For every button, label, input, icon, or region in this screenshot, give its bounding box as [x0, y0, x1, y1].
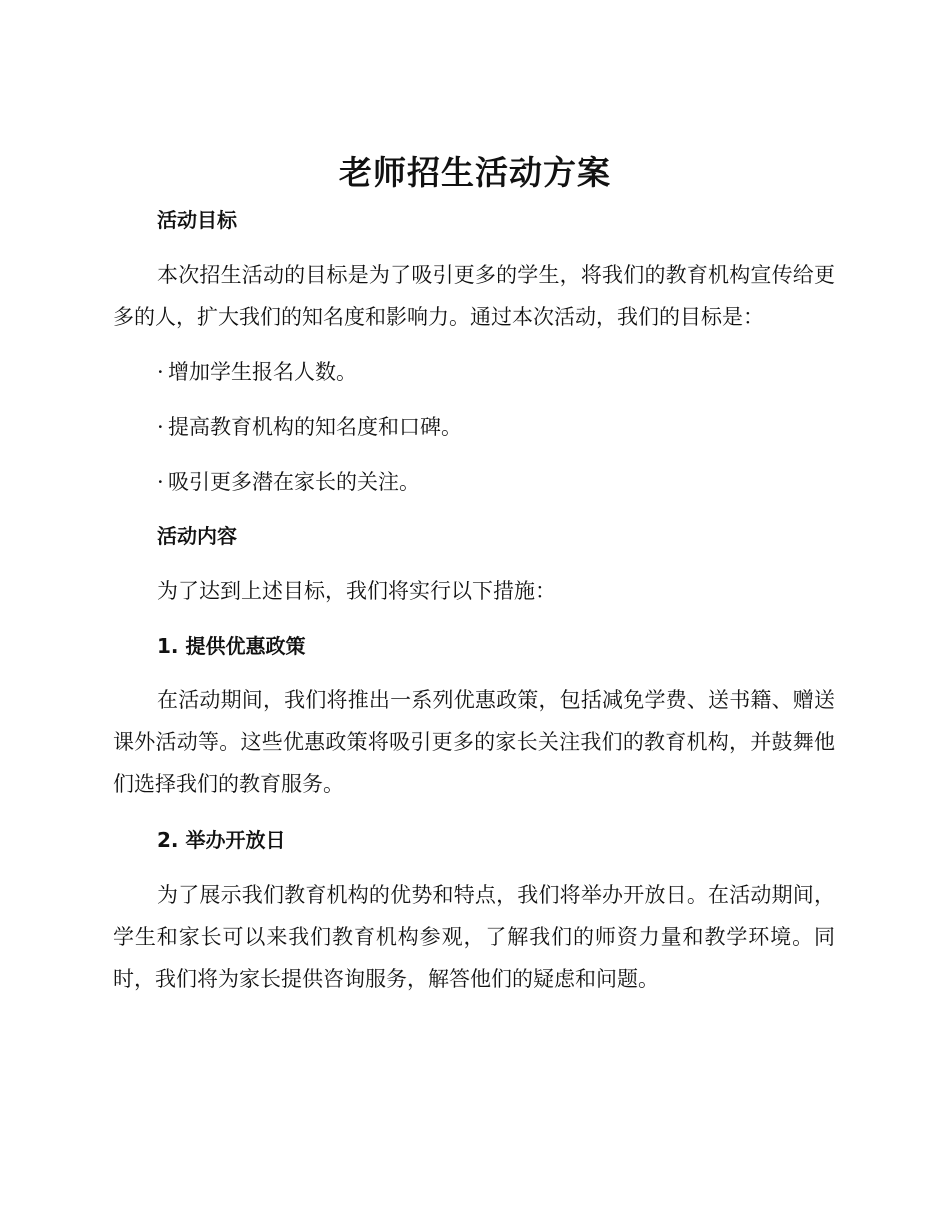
document-title: 老师招生活动方案 [339, 153, 611, 192]
bullet-text: 提高教育机构的知名度和口碑。 [168, 415, 462, 439]
goal-bullet-item [157, 358, 357, 386]
section-heading-content: 活动内容 [157, 524, 237, 548]
bullet-mark: · [157, 470, 164, 494]
goal-bullet-item [157, 468, 420, 496]
content-intro-text: 为了达到上述目标，我们将实行以下措施： [157, 579, 556, 603]
goal-intro-paragraph: 本次招生活动的目标是为了吸引更多的学生，将我们的教育机构宣传给更多的人，扩大我们的知名度和影响力。通过本次活动，我们的目标是： [113, 263, 835, 329]
bullet-mark: · [157, 415, 164, 439]
bullet-mark: · [157, 360, 164, 384]
measure-heading-discount: 1. 提供优惠政策 [157, 634, 306, 658]
measure-body-discount: 在活动期间，我们将推出一系列优惠政策，包括减免学费、送书籍、赠送课外活动等。这些优惠政策将吸引更多的家长关注我们的教育机构，并鼓舞他们选择我们的教育服务。 [113, 688, 835, 796]
measure-heading-open-day: 2. 举办开放日 [157, 828, 286, 852]
section-heading-goal: 活动目标 [157, 208, 237, 232]
goal-bullet-item [157, 413, 462, 441]
measure-body-open-day: 为了展示我们教育机构的优势和特点，我们将举办开放日。在活动期间，学生和家长可以来我们教育机构参观，了解我们的师资力量和教学环境。同时，我们将为家长提供咨询服务，解答他们的疑虑和问题。 [113, 883, 835, 991]
bullet-text: 吸引更多潜在家长的关注。 [168, 470, 420, 494]
bullet-text: 增加学生报名人数。 [168, 360, 357, 384]
